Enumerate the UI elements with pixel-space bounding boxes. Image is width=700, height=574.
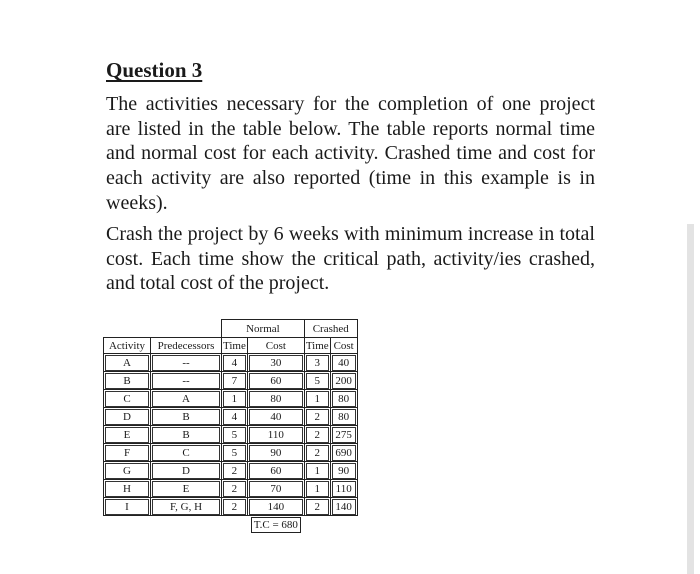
table-row — [104, 354, 358, 372]
normal-time-cell: 2 — [223, 499, 246, 515]
predecessors-cell: F, G, H — [152, 499, 220, 515]
normal-cost-cell: 60 — [249, 373, 303, 389]
normal-cost-column-header: Cost — [247, 338, 304, 354]
predecessors-cell: B — [152, 427, 220, 443]
predecessors-cell: D — [152, 463, 220, 479]
crashed-time-cell: 1 — [306, 481, 329, 497]
crashed-cost-cell: 275 — [332, 427, 356, 443]
activity-cell: D — [105, 409, 149, 425]
crashed-cost-column-header: Cost — [330, 338, 357, 354]
normal-cost-cell: 30 — [249, 355, 303, 371]
crashed-time-cell: 1 — [306, 391, 329, 407]
activity-cell: B — [105, 373, 149, 389]
activity-column-header: Activity — [104, 338, 151, 354]
crashed-time-cell: 3 — [306, 355, 329, 371]
crashed-time-column-header: Time — [305, 339, 329, 352]
activity-cell: E — [105, 427, 149, 443]
normal-cost-cell: 60 — [249, 463, 303, 479]
activity-cell: H — [105, 481, 149, 497]
activity-cell: G — [105, 463, 149, 479]
activity-cell: A — [105, 355, 149, 371]
normal-time-cell: 5 — [223, 445, 246, 461]
table-row — [104, 462, 358, 480]
total-cost-row — [104, 516, 358, 534]
predecessors-cell: B — [152, 409, 220, 425]
crashed-cost-cell: 110 — [332, 481, 356, 497]
question-title: Question 3 — [106, 58, 203, 82]
crashed-time-cell: 5 — [306, 373, 329, 389]
table-row — [104, 444, 358, 462]
normal-time-column-header: Time — [223, 339, 246, 352]
activity-cell: I — [105, 499, 149, 515]
normal-cost-cell: 70 — [249, 481, 303, 497]
crashed-time-cell: 2 — [306, 445, 329, 461]
table-row — [104, 408, 358, 426]
crashed-cost-cell: 140 — [332, 499, 356, 515]
total-cost-value: T.C = 680 — [251, 517, 301, 533]
crashed-group-header: Crashed — [304, 320, 357, 338]
normal-cost-cell: 110 — [249, 427, 303, 443]
crashed-cost-cell: 90 — [332, 463, 356, 479]
normal-time-cell: 1 — [223, 391, 246, 407]
question-paragraph-2: Crash the project by 6 weeks with minimum increase in total cost. Each time show the critical path, activity/ies crashed, and total cost of the project. — [106, 223, 595, 295]
normal-time-cell: 2 — [223, 463, 246, 479]
crashed-time-cell: 2 — [306, 409, 329, 425]
normal-cost-cell: 80 — [249, 391, 303, 407]
predecessors-cell: -- — [152, 355, 220, 371]
question-paragraph-1: The activities necessary for the completion of one project are listed in the table below. The table reports normal time and normal cost for each activity. Crashed time and cost for each activity are also reported (time in this example is in weeks). — [106, 93, 595, 214]
crashed-time-cell: 2 — [306, 499, 329, 515]
table-row — [104, 372, 358, 390]
predecessors-cell: C — [152, 445, 220, 461]
predecessors-cell: -- — [152, 373, 220, 389]
crashed-cost-cell: 80 — [332, 391, 356, 407]
predecessors-cell: A — [152, 391, 220, 407]
activity-cell: F — [105, 445, 149, 461]
activities-table — [103, 319, 358, 533]
table-row — [104, 426, 358, 444]
normal-cost-cell: 40 — [249, 409, 303, 425]
table-group-header-row — [104, 320, 358, 338]
normal-time-cell: 5 — [223, 427, 246, 443]
normal-time-cell: 2 — [223, 481, 246, 497]
activity-cell: C — [105, 391, 149, 407]
normal-cost-cell: 90 — [249, 445, 303, 461]
predecessors-column-header: Predecessors — [151, 338, 222, 354]
table-row — [104, 498, 358, 516]
normal-cost-cell: 140 — [249, 499, 303, 515]
table-row — [104, 390, 358, 408]
normal-time-cell: 4 — [223, 409, 246, 425]
crashed-cost-cell: 690 — [332, 445, 356, 461]
predecessors-cell: E — [152, 481, 220, 497]
crashed-time-cell: 1 — [306, 463, 329, 479]
crashed-cost-cell: 40 — [332, 355, 356, 371]
table-row — [104, 480, 358, 498]
scrollbar[interactable] — [687, 224, 694, 574]
table-column-header-row — [104, 338, 358, 354]
normal-time-cell: 4 — [223, 355, 246, 371]
crashed-time-cell: 2 — [306, 427, 329, 443]
normal-group-header: Normal — [222, 320, 305, 338]
crashed-cost-cell: 200 — [332, 373, 356, 389]
normal-time-cell: 7 — [223, 373, 246, 389]
crashed-cost-cell: 80 — [332, 409, 356, 425]
